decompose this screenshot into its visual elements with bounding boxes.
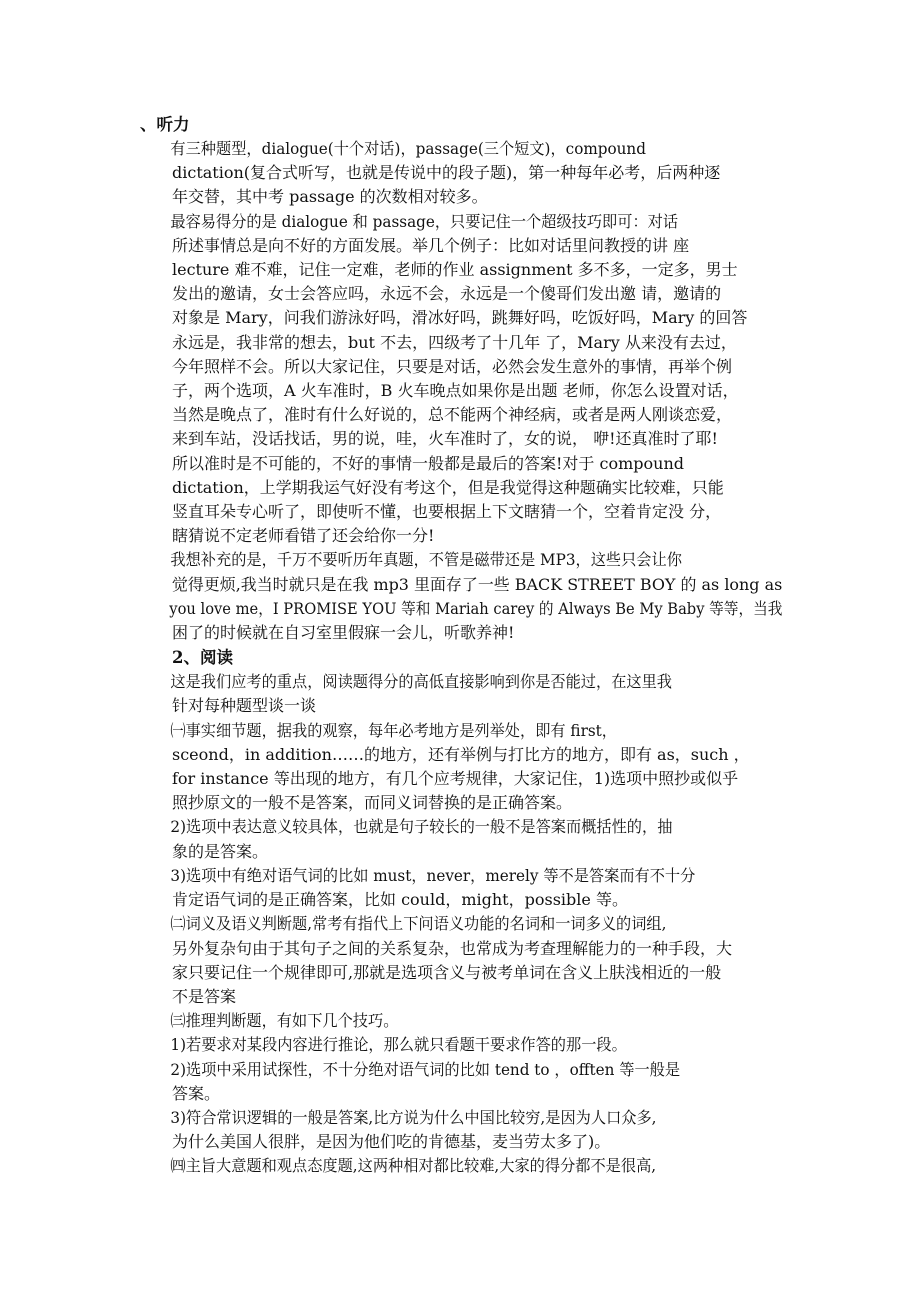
text-line: 竖直耳朵专心听了，即使听不懂，也要根据上下文瞎猜一个，空着肯定没 分， [172,502,722,522]
text-line: dictation，上学期我运气好没有考这个，但是我觉得这种题确实比较难，只能 [172,477,724,497]
text-line: ㈣主旨大意题和观点态度题,这两种相对都比较难,大家的得分都不是很高, [170,1156,657,1176]
text-line: for instance 等出现的地方，有几个应考规律，大家记住，1)选项中照抄或似乎 [172,769,739,789]
text-line: you love me，I PROMISE YOU 等和 Mariah carey 的 Always Be My Baby 等等，当我 [169,598,783,618]
reading-paragraph-2 [140,719,782,816]
reading-paragraph-5 [140,912,782,1009]
text-line: 2)选项中采用试探性，不十分绝对语气词的比如 tend to ，offten 等一般是 [170,1059,681,1079]
text-line: 发出的邀请，女士会答应吗，永远不会，永远是一个傻哥们发出邀 请，邀请的 [172,284,722,304]
reading-paragraph-10 [140,1154,782,1178]
listening-paragraph-3 [140,548,782,645]
text-line: 永远是，我非常的想去，but 不去，四级考了十几年 了，Mary 从来没有去过， [172,332,737,352]
reading-paragraph-6 [140,1009,782,1033]
text-line: 瞎猜说不定老师看错了还会给你一分! [172,526,435,546]
text-line: ㈢推理判断题，有如下几个技巧。 [170,1011,399,1031]
text-line: 最容易得分的是 dialogue 和 passage，只要记住一个超级技巧即可：对话 [170,211,679,231]
text-line: 所以准时是不可能的，不好的事情一般都是最后的答案!对于 compound [172,453,685,473]
reading-paragraph-1 [140,670,782,718]
text-line: sceond，in addition……的地方，还有举例与打比方的地方，即有 as，such ， [172,744,750,764]
text-line: 年交替，其中考 passage 的次数相对较多。 [172,187,488,207]
text-line: 子，两个选项，A 火车准时，B 火车晚点如果你是出题 老师，你怎么设置对话， [172,381,739,401]
text-line: 象的是答案。 [172,841,269,861]
text-line: 为什么美国人很胖，是因为他们吃的肯德基，麦当劳太多了)。 [172,1132,611,1152]
text-line: 对象是 Mary，问我们游泳好吗，滑冰好吗，跳舞好吗，吃饭好吗，Mary 的回答 [172,308,748,328]
text-line: 针对每种题型谈一谈 [172,696,317,716]
text-line: 当然是晚点了，准时有什么好说的，总不能两个神经病，或者是两人刚谈恋爱， [172,405,733,425]
text-line: lecture 难不难，记住一定难，老师的作业 assignment 多不多，一定多，男士 [172,260,738,280]
reading-paragraph-8 [140,1058,782,1106]
section-heading-listening: 、听力 [140,115,190,134]
text-line: 3)符合常识逻辑的一般是答案,比方说为什么中国比较穷,是因为人口众多, [170,1107,657,1127]
text-line: ㈠事实细节题，据我的观察，每年必考地方是列举处，即有 first， [170,720,617,740]
reading-paragraph-9 [140,1106,782,1154]
text-line: 1)若要求对某段内容进行推论，那么就只看题干要求作答的那一段。 [170,1035,627,1055]
text-line: dictation(复合式听写，也就是传说中的段子题)，第一种每年必考，后两种逐 [172,163,721,183]
listening-paragraph-2 [140,210,782,549]
reading-paragraph-4 [140,864,782,912]
text-line: 我想补充的是，千万不要听历年真题，不管是磁带还是 MP3，这些只会让你 [170,550,682,570]
reading-paragraph-7 [140,1033,782,1057]
text-line: 所述事情总是向不好的方面发展。举几个例子：比如对话里问教授的讲 座 [172,235,690,255]
text-line: 困了的时候就在自习室里假寐一会儿，听歌养神! [172,623,515,643]
text-line: 照抄原文的一般不是答案，而同义词替换的是正确答案。 [172,793,573,813]
text-line: 来到车站，没话找话，男的说，哇，火车准时了，女的说， 咿!还真准时了耶! [172,429,718,449]
text-line: 肯定语气词的是正确答案，比如 could，might，possible 等。 [172,890,628,910]
section-heading-reading: 2、阅读 [172,648,233,668]
text-line: 今年照样不会。所以大家记住，只要是对话，必然会发生意外的事情，再举个例 [172,356,733,376]
text-line: ㈡词义及语义判断题,常考有指代上下问语义功能的名词和一词多义的词组, [170,914,667,934]
text-line: 2)选项中表达意义较具体，也就是句子较长的一般不是答案而概括性的，抽 [170,817,673,837]
document-body [140,112,782,1179]
text-line: 这是我们应考的重点，阅读题得分的高低直接影响到你是否能过，在这里我 [170,672,673,692]
text-line: 觉得更烦,我当时就只是在我 mp3 里面存了一些 BACK STREET BOY 的 as long as [171,574,783,594]
text-line: 答案。 [172,1083,221,1103]
text-line: 3)选项中有绝对语气词的比如 must，never，merely 等不是答案而有不十分 [170,865,696,885]
text-line: 不是答案 [172,986,237,1006]
text-line: 有三种题型，dialogue(十个对话)，passage(三个短文)，compound [170,139,646,158]
listening-paragraph-1 [140,137,782,210]
text-line: 另外复杂句由于其句子之间的关系复杂，也常成为考查理解能力的一种手段，大 [172,938,733,958]
text-line: 家只要记住一个规律即可,那就是选项含义与被考单词在含义上肤浅相近的一般 [172,962,722,982]
reading-paragraph-3 [140,815,782,863]
